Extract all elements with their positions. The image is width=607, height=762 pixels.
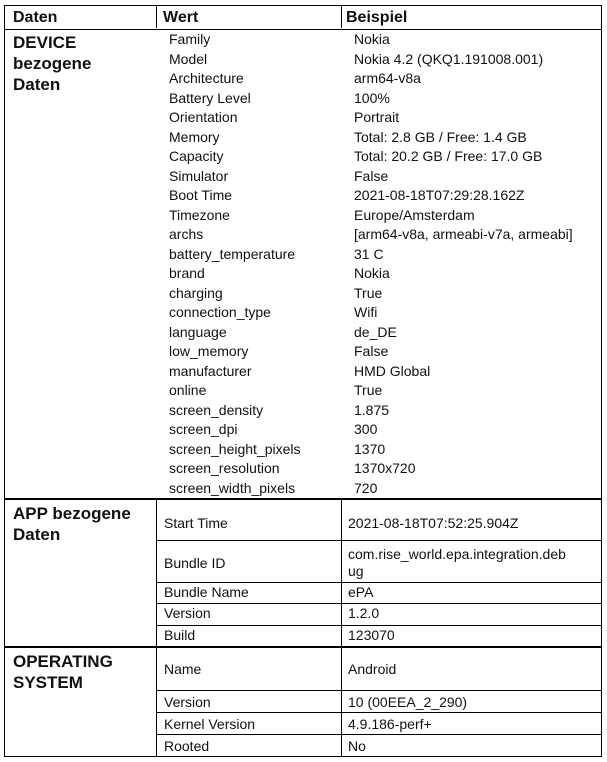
device-value: 720 <box>354 479 378 496</box>
device-key: Boot Time <box>169 187 233 203</box>
device-key: screen_dpi <box>169 421 238 437</box>
device-key: online <box>169 382 207 398</box>
device-value: [arm64-v8a, armeabi-v7a, armeabi] <box>354 226 573 242</box>
device-value: 1370x720 <box>354 460 416 476</box>
device-value: Nokia 4.2 (QKQ1.191008.001) <box>354 50 544 67</box>
column-divider <box>156 6 157 28</box>
row-divider <box>5 499 601 500</box>
device-key: language <box>169 323 227 340</box>
os-key-version: Version <box>164 694 211 710</box>
row-divider <box>156 734 601 735</box>
device-value: True <box>354 284 383 301</box>
device-key: Memory <box>169 128 220 145</box>
device-key: Orientation <box>169 109 238 125</box>
device-key: brand <box>169 265 205 281</box>
column-divider <box>341 498 342 756</box>
device-key: Battery Level <box>169 89 251 106</box>
device-key: screen_height_pixels <box>169 440 301 457</box>
column-divider <box>156 498 157 756</box>
device-value: 31 C <box>354 245 384 262</box>
device-key: Simulator <box>169 167 229 184</box>
device-key: Timezone <box>169 206 230 223</box>
device-value: arm64-v8a <box>354 70 421 86</box>
row-divider <box>5 29 601 30</box>
device-key: low_memory <box>169 343 249 359</box>
app-value-build: 123070 <box>348 627 395 643</box>
device-value: Total: 2.8 GB / Free: 1.4 GB <box>354 128 527 145</box>
device-key: Architecture <box>169 70 244 86</box>
device-value: 1370 <box>354 440 386 457</box>
app-value-bundle-id-line2: ug <box>348 563 364 579</box>
device-value: True <box>354 382 383 398</box>
device-key: screen_density <box>169 401 264 418</box>
device-value: False <box>354 343 389 359</box>
app-value-bundle-id-line1: com.rise_world.epa.integration.deb <box>348 546 566 562</box>
os-key-rooted: Rooted <box>164 738 210 754</box>
device-key: screen_resolution <box>169 460 280 476</box>
os-value-version: 10 (00EEA_2_290) <box>348 694 468 710</box>
row-divider <box>156 540 601 541</box>
device-value: Total: 20.2 GB / Free: 17.0 GB <box>354 148 543 164</box>
os-key-name: Name <box>164 661 202 677</box>
device-key: charging <box>169 284 223 301</box>
row-divider <box>156 625 601 626</box>
device-value: 100% <box>354 89 390 106</box>
app-value-bundle-name: ePA <box>348 584 374 600</box>
os-value-rooted: No <box>348 738 366 754</box>
device-key: manufacturer <box>169 362 252 379</box>
device-value: Nokia <box>354 265 390 281</box>
device-value: 1.875 <box>354 401 390 418</box>
app-key-build: Build <box>164 627 196 643</box>
device-value: Nokia <box>354 31 390 47</box>
device-key: Model <box>169 50 208 67</box>
os-value-name: Android <box>348 661 397 677</box>
header-beispiel: Beispiel <box>346 9 408 26</box>
device-value: HMD Global <box>354 362 431 379</box>
row-divider <box>156 603 601 604</box>
device-value: de_DE <box>354 323 397 340</box>
row-divider <box>156 582 601 583</box>
app-value-version: 1.2.0 <box>348 605 380 621</box>
os-key-kernel: Kernel Version <box>164 716 256 732</box>
section-title-os: OPERATING SYSTEM <box>13 652 113 692</box>
device-value: Europe/Amsterdam <box>354 206 475 223</box>
device-key: archs <box>169 226 204 242</box>
app-key-version: Version <box>164 605 211 621</box>
row-divider <box>156 690 601 691</box>
os-value-kernel: 4.9.186-perf+ <box>348 716 432 732</box>
device-value: 2021-08-18T07:29:28.162Z <box>354 187 525 203</box>
device-value: Wifi <box>354 304 378 320</box>
device-value: Portrait <box>354 109 400 125</box>
device-key: screen_width_pixels <box>169 479 296 496</box>
column-divider <box>341 6 342 28</box>
section-title-device: DEVICE bezogene Daten <box>13 33 92 94</box>
device-key: Family <box>169 31 211 47</box>
device-key: connection_type <box>169 304 271 320</box>
data-table <box>4 5 602 757</box>
section-title-app: APP bezogene Daten <box>13 504 131 544</box>
header-daten: Daten <box>13 9 58 26</box>
header-wert: Wert <box>163 9 199 26</box>
app-value-start-time: 2021-08-18T07:52:25.904Z <box>348 515 519 531</box>
device-key: Capacity <box>169 148 224 164</box>
device-key: battery_temperature <box>169 245 296 262</box>
row-divider <box>5 647 601 648</box>
device-value: False <box>354 167 389 184</box>
app-key-bundle-id: Bundle ID <box>164 555 226 571</box>
row-divider <box>156 712 601 713</box>
app-key-bundle-name: Bundle Name <box>164 584 249 600</box>
device-value: 300 <box>354 421 378 437</box>
app-key-start-time: Start Time <box>164 515 228 531</box>
